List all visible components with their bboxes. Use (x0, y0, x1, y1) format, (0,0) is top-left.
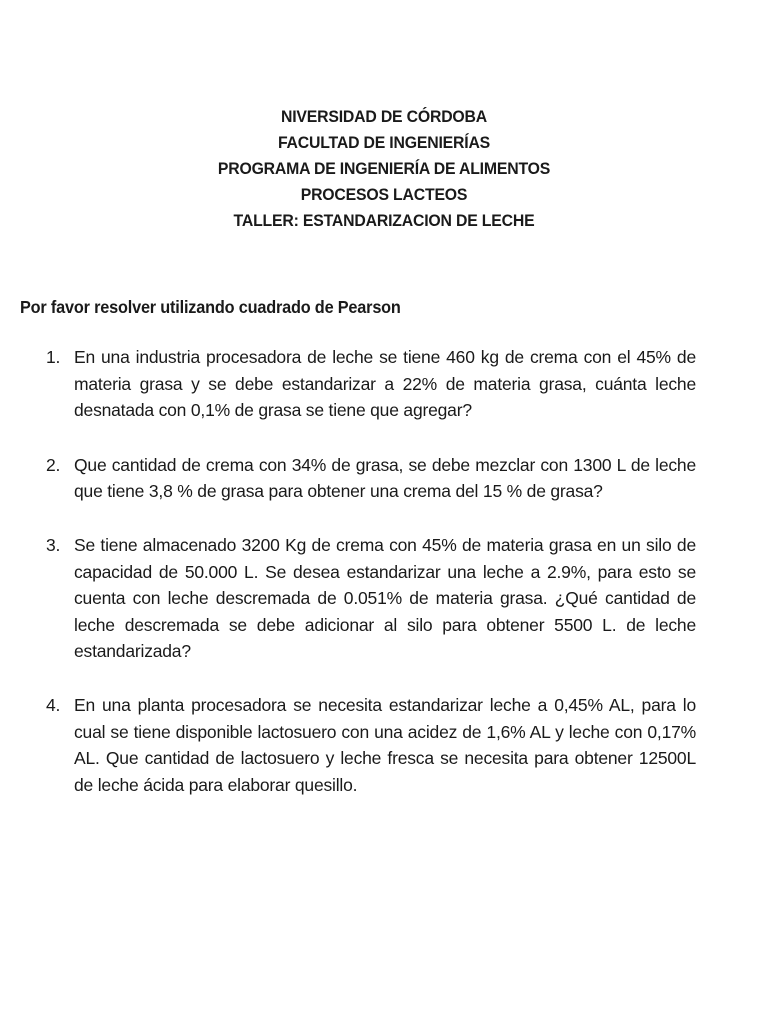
problem-number: 4. (46, 694, 61, 715)
problem-number: 3. (46, 534, 61, 555)
university-name: NIVERSIDAD DE CÓRDOBA (280, 107, 488, 126)
problem-item (46, 452, 696, 505)
faculty-name: FACULTAD DE INGENIERÍAS (277, 133, 491, 152)
instruction-text: Por favor resolver utilizando cuadrado de Pearson (20, 297, 401, 317)
problem-text: Se tiene almacenado 3200 Kg de crema con 45% de materia grasa en un silo de capacidad de 50.000 L. Se desea estandarizar una leche a 2.9%, para esto se cuenta con leche descremada de 0.051% de materia grasa. ¿Qué cantidad de leche descremada se debe adicionar al silo para obtener 5500 L. de leche estandarizada? (74, 534, 696, 662)
problem-text: En una planta procesadora se necesita estandarizar leche a 0,45% AL, para lo cual se tiene disponible lactosuero con una acidez de 1,6% AL y leche con 0,17% AL. Que cantidad de lactosuero y leche fresca se necesita para obtener 12500L de leche ácida para elaborar quesillo. (74, 694, 696, 795)
problem-list (46, 344, 696, 798)
problem-item (46, 532, 696, 665)
problem-text: Que cantidad de crema con 34% de grasa, se debe mezclar con 1300 L de leche que tiene 3,8 % de grasa para obtener una crema del 15 % de grasa? (74, 454, 696, 502)
problem-text: En una industria procesadora de leche se tiene 460 kg de crema con el 45% de materia grasa y se debe estandarizar a 22% de materia grasa, cuánta leche desnatada con 0,1% de grasa se tiene que agregar? (74, 347, 696, 421)
workshop-title: TALLER: ESTANDARIZACION DE LECHE (233, 211, 535, 230)
program-name: PROGRAMA DE INGENIERÍA DE ALIMENTOS (217, 159, 551, 178)
course-name: PROCESOS LACTEOS (300, 185, 468, 204)
problem-item (46, 692, 696, 798)
problem-item (46, 344, 696, 424)
document-header (0, 104, 768, 234)
problem-number: 2. (46, 454, 61, 475)
problem-number: 1. (46, 347, 61, 367)
